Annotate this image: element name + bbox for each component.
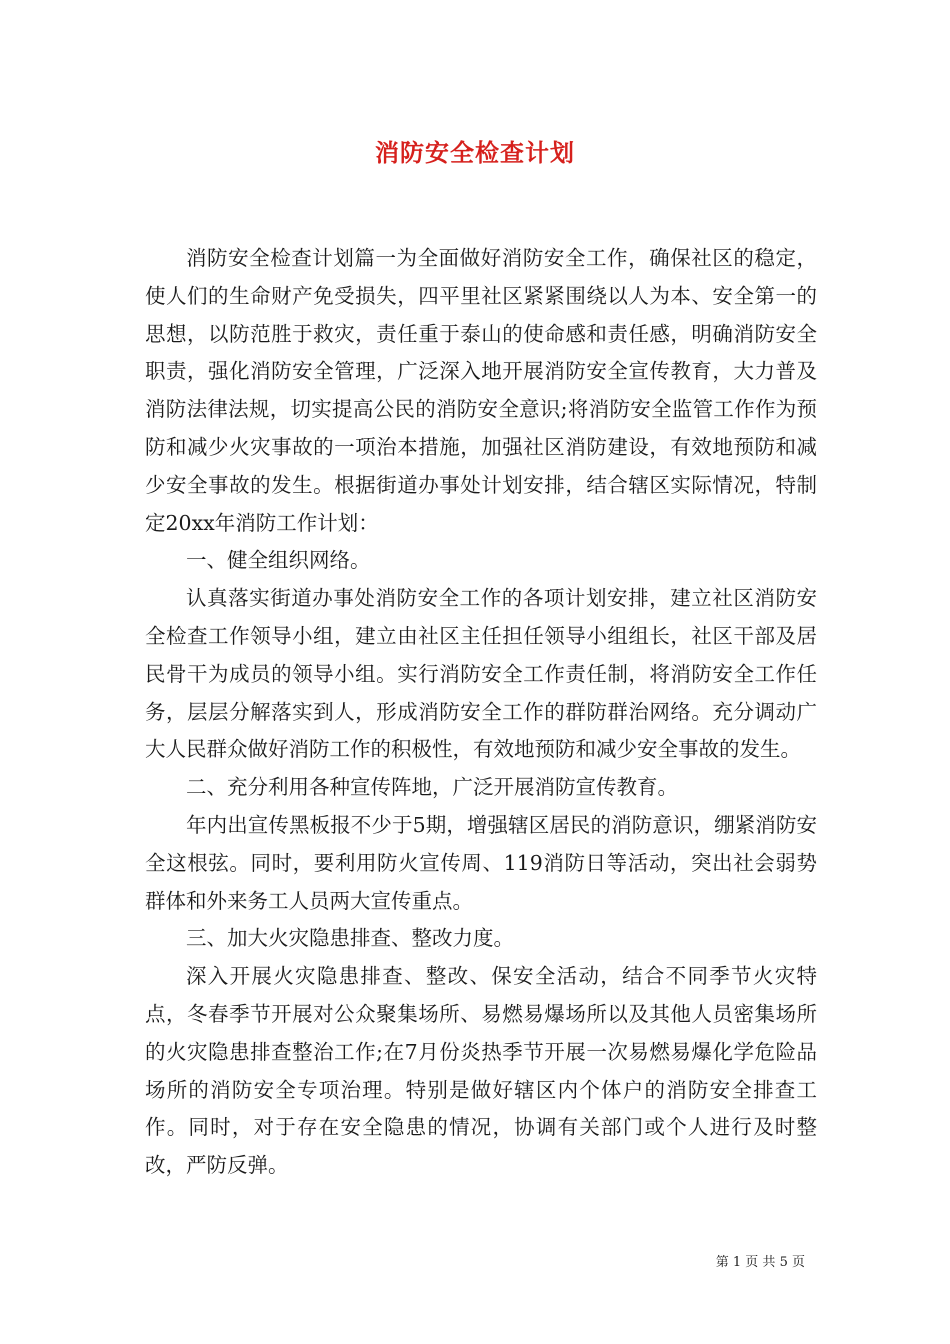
page-number-footer [716,1251,805,1270]
paragraph-intro: 消防安全检查计划篇一为全面做好消防安全工作，确保社区的稳定，使人们的生命财产免受损失，四平里社区紧紧围绕以人为本、安全第一的思想，以防范胜于救灾，责任重于泰山的使命感和责任感，明确消防安全职责，强化消防安全管理，广泛深入地开展消防安全宣传教育，大力普及消防法律法规，切实提高公民的消防安全意识;将消防安全监管工作作为预防和减少火灾事故的一项治本措施，加强社区消防建设，有效地预防和减少安全事故的发生。根据街道办事处计划安排，结合辖区实际情况，特制定20xx年消防工作计划： [145,246,817,535]
footer-current-page: 1 [732,1255,742,1270]
section-heading-1: 一、健全组织网络。 [186,548,371,573]
section-heading-2: 二、充分利用各种宣传阵地，广泛开展消防宣传教育。 [186,775,678,800]
footer-total-pages: 5 [779,1255,788,1270]
paragraph-section-2: 年内出宣传黑板报不少于5期，增强辖区居民的消防意识，绷紧消防安全这根弦。同时，要利用防火宣传周、119消防日等活动，突出社会弱势群体和外来务工人员两大宣传重点。 [145,812,817,913]
document-body [145,240,817,1185]
footer-middle: 页 共 [745,1255,776,1270]
page-title: 消防安全检查计划 [375,138,575,167]
paragraph-section-1: 认真落实街道办事处消防安全工作的各项计划安排，建立社区消防安全检查工作领导小组，建立由社区主任担任领导小组组长，社区干部及居民骨干为成员的领导小组。实行消防安全工作责任制，将消防安全工作任务，层层分解落实到人，形成消防安全工作的群防群治网络。充分调动广大人民群众做好消防工作的积极性，有效地预防和减少安全事故的发生。 [145,586,817,762]
footer-prefix: 第 [715,1255,729,1270]
section-heading-3: 三、加大火灾隐患排查、整改力度。 [186,926,514,951]
paragraph-section-3: 深入开展火灾隐患排查、整改、保安全活动，结合不同季节火灾特点，冬春季节开展对公众聚集场所、易燃易爆场所以及其他人员密集场所的火灾隐患排查整治工作;在7月份炎热季节开展一次易燃易爆化学危险品场所的消防安全专项治理。特别是做好辖区内个体户的消防安全排查工作。同时，对于存在安全隐患的情况，协调有关部门或个人进行及时整改，严防反弹。 [145,964,817,1178]
footer-suffix: 页 [791,1255,805,1270]
